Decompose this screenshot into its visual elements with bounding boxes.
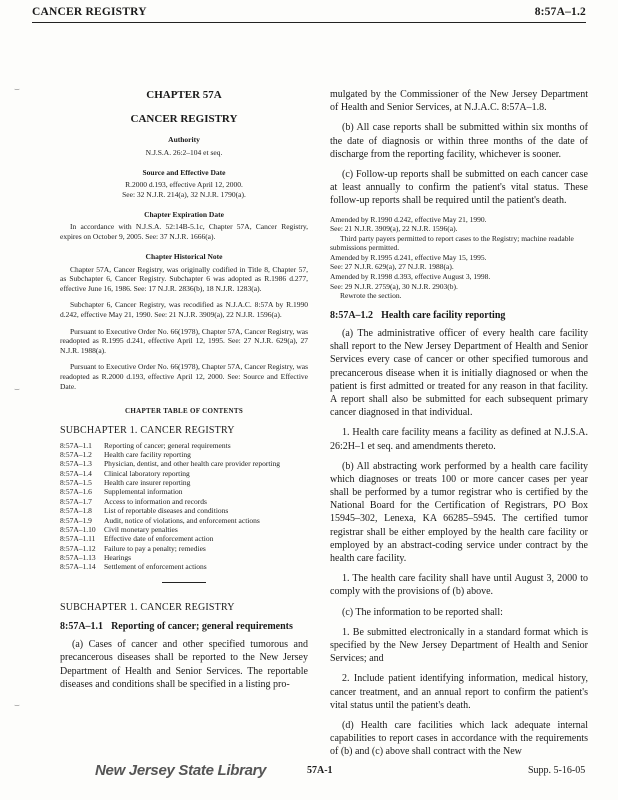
source-line-1: R.2000 d.193, effective April 12, 2000. — [125, 180, 243, 190]
toc-section-title: Settlement of enforcement actions — [104, 562, 207, 572]
toc-section-title: Health care insurer reporting — [104, 478, 191, 488]
amendment-line: Rewrote the section. — [340, 291, 402, 301]
history-paragraph-3: Pursuant to Executive Order No. 66(1978), Chapter 57A, Cancer Registry, was readopted as R.1995 d.241, effective April 12, 1995. See: 27 N.J.R. 629(a), 27 N.J.R. 1988(a). — [60, 326, 308, 355]
toc-section-number: 8:57A–1.7 — [60, 496, 92, 506]
amendment-line: Amended by R.1998 d.393, effective August 3, 1998. — [330, 272, 491, 282]
margin-mark-middle: ⌣ — [14, 384, 20, 394]
toc-row — [60, 487, 280, 496]
toc-section-number: 8:57A–1.8 — [60, 506, 92, 516]
amendment-line: See: 27 N.J.R. 629(a), 27 N.J.R. 1988(a). — [330, 262, 454, 272]
amendment-line: See: 21 N.J.R. 3909(a), 22 N.J.R. 1596(a). — [330, 224, 458, 234]
toc-row — [60, 450, 280, 459]
toc-title: CHAPTER TABLE OF CONTENTS — [124, 407, 244, 416]
toc-row — [60, 562, 280, 571]
toc-section-title: Failure to pay a penalty; remedies — [104, 543, 206, 553]
history-paragraph-4: Pursuant to Executive Order No. 66(1978), Chapter 57A, Cancer Registry, was readopted as R.2000 d.193, effective April 12, 2000. See: Source and Effective Date. — [60, 362, 308, 391]
section-1-2-paragraph-b: (b) All abstracting work performed by a health care facility which diagnoses or treats 100 or more cancer cases per year shall be performed by a tumor registrar who is certified by the National Board for the Certification of Registrars, PO Box 15945–302, Lenexa, KA 66285–5945. The certified tumor registrar shall be either employed by the health care facility or employed by an abstract-coding service under contract by the health care facility. — [330, 460, 588, 565]
toc-subchapter-heading: SUBCHAPTER 1. CANCER REGISTRY — [60, 425, 235, 437]
header-right: 8:57A–1.2 — [534, 6, 586, 18]
toc-section-number: 8:57A–1.5 — [60, 478, 92, 488]
toc-section-title: Effective date of enforcement action — [104, 534, 214, 544]
toc-section-title: Access to information and records — [104, 496, 207, 506]
section-1-2-heading — [330, 309, 588, 322]
authority-heading: Authority — [168, 135, 200, 145]
continued-paragraph: mulgated by the Commissioner of the New Jersey Department of Health and Senior Services, at N.J.A.C. 8:57A–1.8. — [330, 89, 588, 114]
section-1-2-paragraph-a1: 1. Health care facility means a facility as defined at N.J.S.A. 26:2H–1 et seq. and amendments thereto. — [330, 427, 588, 452]
toc-row — [60, 525, 280, 534]
section-1-2-paragraph-a: (a) The administrative officer of every health care facility shall report to the New Jersey Department of Health and Senior Services every case of cancer or other specified tumorous and precancerous disease when it is initially diagnosed or when the patient is first admitted or treated for any reason in that facility. A report shall also be submitted for each subsequent primary cancer diagnosed in that individual. — [330, 328, 588, 419]
toc-row — [60, 534, 280, 543]
page-number: 57A-1 — [307, 765, 333, 776]
toc-section-title: Civil monetary penalties — [104, 524, 178, 534]
running-header — [32, 6, 586, 18]
section-divider — [162, 582, 206, 583]
toc-section-number: 8:57A–1.6 — [60, 487, 92, 497]
toc-section-title: Hearings — [104, 553, 132, 563]
toc-section-number: 8:57A–1.3 — [60, 459, 92, 469]
section-title: Health care facility reporting — [381, 309, 506, 321]
margin-mark-bottom: ⌣ — [14, 700, 20, 710]
toc-section-number: 8:57A–1.11 — [60, 534, 96, 544]
margin-mark-top: ⌣ — [14, 84, 20, 94]
history-heading: Chapter Historical Note — [145, 251, 223, 261]
right-column — [330, 88, 588, 765]
paragraph-c: (c) Follow-up reports shall be submitted on each cancer case at least annually to confirm the patient's vital status. These follow-up reports shall be required until the patient's death. — [330, 168, 588, 207]
section-1-2-paragraph-c2: 2. Include patient identifying information, medical history, cancer treatment, and an annual report to confirm the patient's vital status until the patient's death. — [330, 673, 588, 711]
section-1-1-paragraph-a: (a) Cases of cancer and other specified tumorous and precancerous diseases shall be reported to the New Jersey Department of Health and Senior Services. The reportable diseases and conditions shall be specified in a listing pro- — [60, 639, 308, 690]
toc-row — [60, 544, 280, 553]
section-1-2-paragraph-b1: 1. The health care facility shall have until August 3, 2000 to comply with the provisions of (b) above. — [330, 573, 588, 598]
toc-section-number: 8:57A–1.9 — [60, 515, 92, 525]
section-1-2-paragraph-d: (d) Health care facilities which lack adequate internal capabilities to report cases in accordance with the requirements of (b) and (c) above shall contract with the New — [330, 719, 588, 758]
section-1-1-heading — [60, 620, 308, 633]
toc-row — [60, 553, 280, 562]
table-of-contents — [60, 441, 280, 572]
section-1-2-paragraph-c1: 1. Be submitted electronically in a standard format which is specified by the New Jersey Department of Health and Senior Services; and — [330, 626, 588, 665]
source-line-2: See: 32 N.J.R. 214(a), 32 N.J.R. 1790(a). — [122, 190, 246, 199]
toc-row — [60, 516, 280, 525]
header-left: CANCER REGISTRY — [32, 6, 147, 18]
toc-row — [60, 469, 280, 478]
toc-section-title: Physician, dentist, and other health care provider reporting — [104, 459, 280, 469]
left-column — [60, 88, 308, 698]
expiration-text: In accordance with N.J.S.A. 52:14B-5.1c, Chapter 57A, Cancer Registry, expires on October 9, 2005. See: 37 N.J.R. 1666(a). — [60, 222, 308, 242]
paragraph-b: (b) All case reports shall be submitted within six months of the date of diagnosis or within three months of the date of discharge from the reporting facility, whichever is sooner. — [330, 122, 588, 160]
toc-section-number: 8:57A–1.10 — [60, 524, 96, 534]
library-logo: New Jersey State Library — [95, 762, 267, 779]
section-title: Reporting of cancer; general requirements — [111, 620, 293, 632]
amendment-line: Amended by R.1995 d.241, effective May 15, 1995. — [330, 252, 487, 262]
toc-row — [60, 506, 280, 515]
header-rule — [32, 22, 586, 23]
toc-row — [60, 441, 280, 450]
expiration-heading: Chapter Expiration Date — [144, 209, 224, 219]
toc-section-number: 8:57A–1.1 — [60, 440, 92, 450]
amendment-notes — [330, 215, 588, 301]
toc-row — [60, 478, 280, 487]
amendment-line: Amended by R.1990 d.242, effective May 21, 1990. — [330, 214, 487, 224]
toc-section-title: Supplemental information — [104, 487, 183, 497]
toc-section-title: List of reportable diseases and conditions — [104, 506, 229, 516]
toc-section-title: Audit, notice of violations, and enforcement actions — [104, 515, 260, 525]
supplement-date: Supp. 5-16-05 — [528, 765, 586, 776]
amendment-line: Third party payers permitted to report cases to the Registry; machine readable submissions permitted. — [330, 233, 574, 253]
section-number: 8:57A–1.2 — [330, 309, 374, 321]
toc-row — [60, 459, 280, 468]
toc-section-number: 8:57A–1.2 — [60, 449, 92, 459]
source-heading: Source and Effective Date — [142, 167, 226, 177]
toc-section-number: 8:57A–1.14 — [60, 562, 96, 572]
amendment-line: See: 29 N.J.R. 2759(a), 30 N.J.R. 2903(b). — [330, 281, 458, 291]
toc-row — [60, 497, 280, 506]
toc-section-title: Clinical laboratory reporting — [104, 468, 190, 478]
toc-section-number: 8:57A–1.12 — [60, 543, 96, 553]
toc-section-title: Reporting of cancer; general requirements — [104, 440, 231, 450]
history-paragraph-2: Subchapter 6, Cancer Registry, was recodified as N.J.A.C. 8:57A by R.1990 d.242, effective May 21, 1990. See: 21 N.J.R. 3909(a), 22 N.J.R. 1596(a). — [60, 300, 308, 319]
chapter-number: CHAPTER 57A — [146, 89, 222, 101]
toc-section-number: 8:57A–1.4 — [60, 468, 92, 478]
toc-section-title: Health care facility reporting — [104, 449, 191, 459]
history-paragraph-1: Chapter 57A, Cancer Registry, was originally codified in Title 8, Chapter 57, as Subchapter 6, Cancer Registry. Subchapter 6 was adopted as R.1986 d.277, effective June 16, 1986. See: 17 N.J.R. 2836(b), 18 N.J.R. 1283(a). — [60, 264, 308, 293]
section-number: 8:57A–1.1 — [60, 620, 104, 632]
toc-section-number: 8:57A–1.13 — [60, 553, 96, 563]
chapter-title: CANCER REGISTRY — [130, 112, 238, 125]
subchapter-heading: SUBCHAPTER 1. CANCER REGISTRY — [60, 601, 235, 613]
section-1-2-paragraph-c: (c) The information to be reported shall: — [342, 606, 503, 618]
page-footer — [0, 762, 618, 784]
authority-text: N.J.S.A. 26:2–104 et seq. — [145, 147, 223, 157]
